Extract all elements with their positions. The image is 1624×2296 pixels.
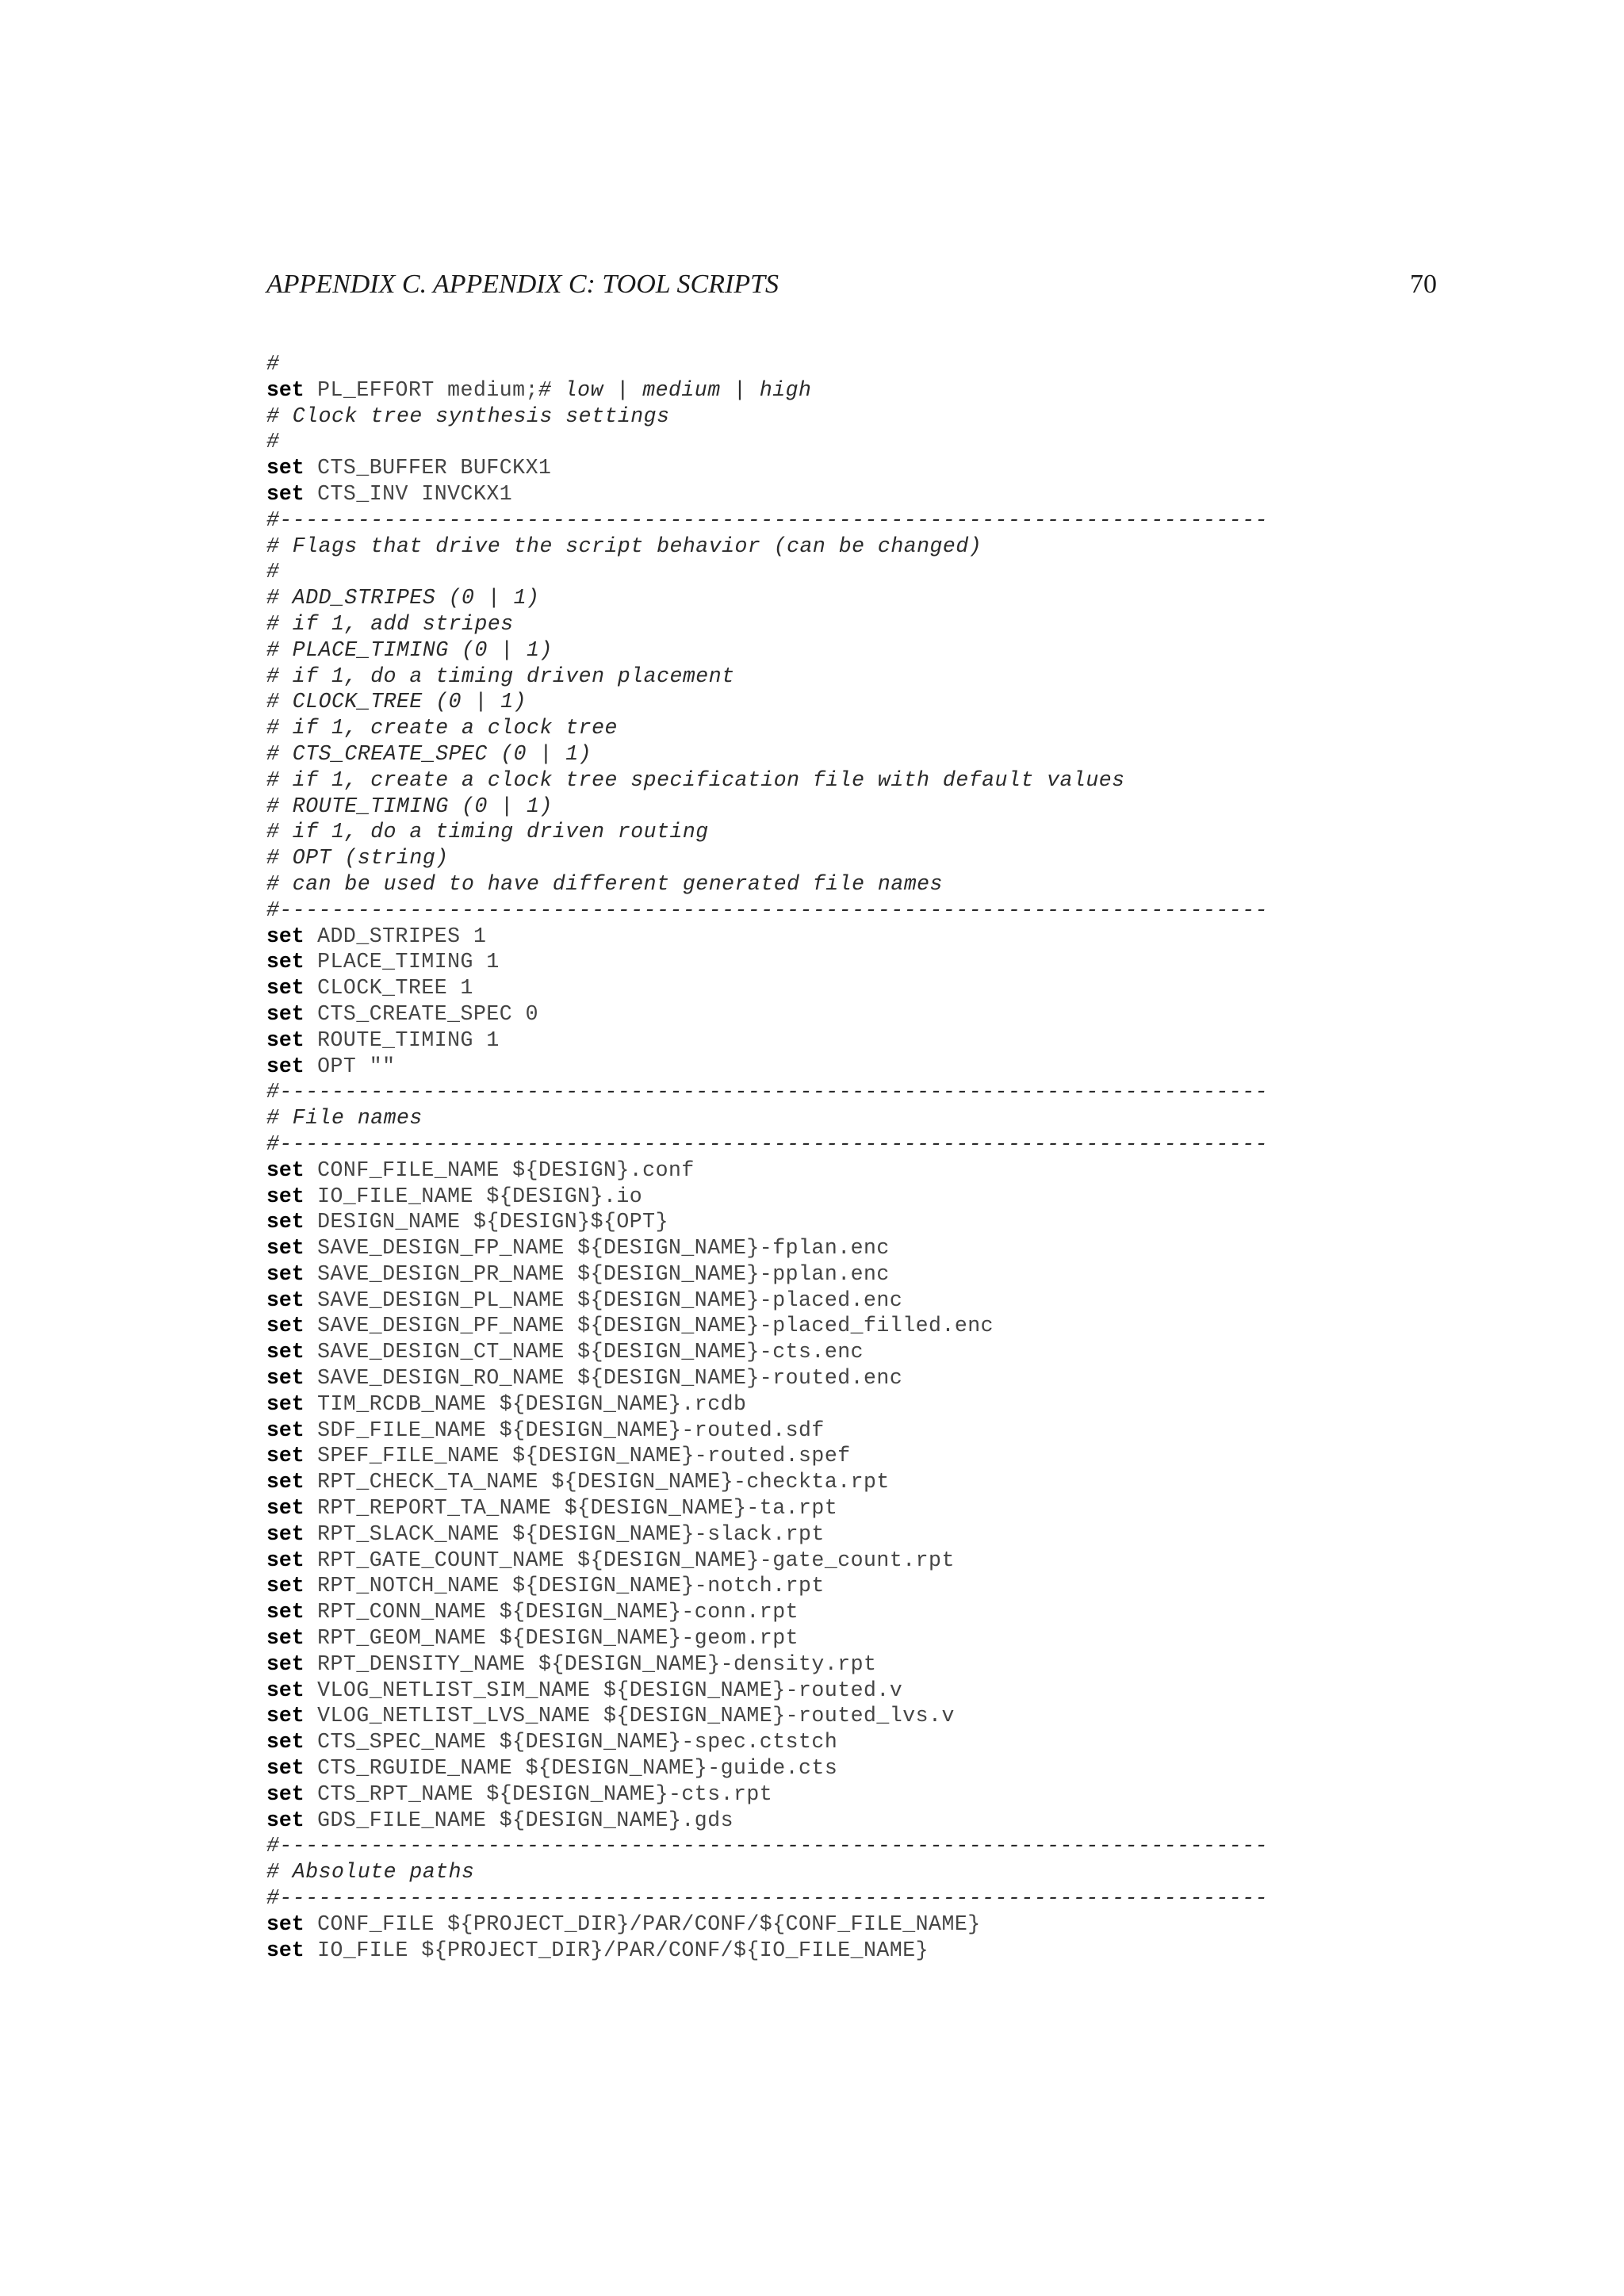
code-line: [266, 404, 1440, 430]
code-keyword: set: [266, 1496, 304, 1521]
code-line: [266, 1678, 1440, 1704]
code-text: CTS_RPT_NAME ${DESIGN_NAME}-cts.rpt: [304, 1781, 773, 1806]
code-listing: [266, 351, 1440, 1963]
code-keyword: set: [266, 1340, 304, 1364]
code-keyword: set: [266, 1027, 304, 1052]
code-comment: #----------------------------------------------------------------------------: [266, 897, 1268, 922]
code-line: [266, 429, 1440, 455]
code-text: PL_EFFORT medium;: [304, 377, 538, 402]
code-keyword: set: [266, 377, 304, 402]
code-comment: # CLOCK_TREE (0 | 1): [266, 690, 527, 714]
code-line: [266, 1365, 1440, 1391]
code-text: VLOG_NETLIST_SIM_NAME ${DESIGN_NAME}-routed.v: [304, 1678, 903, 1702]
code-line: [266, 1599, 1440, 1625]
code-text: PLACE_TIMING 1: [304, 950, 500, 974]
code-line: [266, 1261, 1440, 1288]
code-keyword: set: [266, 1236, 304, 1261]
code-line: [266, 664, 1440, 690]
code-line: [266, 1131, 1440, 1158]
code-text: CLOCK_TREE 1: [304, 976, 473, 1001]
code-line: [266, 871, 1440, 897]
code-text: RPT_NOTCH_NAME ${DESIGN_NAME}-notch.rpt: [304, 1574, 825, 1598]
code-line: [266, 1808, 1440, 1834]
code-text: VLOG_NETLIST_LVS_NAME ${DESIGN_NAME}-routed_lvs.v: [304, 1704, 955, 1728]
code-text: OPT "": [304, 1054, 396, 1078]
code-comment: #----------------------------------------------------------------------------: [266, 1886, 1268, 1911]
code-line: [266, 1209, 1440, 1235]
code-text: RPT_CONN_NAME ${DESIGN_NAME}-conn.rpt: [304, 1600, 799, 1624]
code-comment: # if 1, add stripes: [266, 611, 514, 636]
code-keyword: set: [266, 1911, 304, 1936]
code-line: [266, 897, 1440, 924]
code-line: [266, 975, 1440, 1001]
code-line: [266, 1418, 1440, 1444]
code-text: SAVE_DESIGN_PF_NAME ${DESIGN_NAME}-placed_filled.enc: [304, 1314, 994, 1338]
code-line: [266, 481, 1440, 507]
code-line: [266, 1313, 1440, 1339]
code-text: SAVE_DESIGN_PL_NAME ${DESIGN_NAME}-placed.enc: [304, 1288, 903, 1312]
code-text: RPT_GEOM_NAME ${DESIGN_NAME}-geom.rpt: [304, 1626, 799, 1651]
code-line: [266, 1573, 1440, 1599]
code-text: CONF_FILE_NAME ${DESIGN}.conf: [304, 1158, 695, 1182]
code-keyword: set: [266, 1054, 304, 1078]
code-keyword: set: [266, 1261, 304, 1286]
code-text: RPT_CHECK_TA_NAME ${DESIGN_NAME}-checkta.rpt: [304, 1470, 890, 1494]
code-keyword: set: [266, 1418, 304, 1442]
code-text: CONF_FILE ${PROJECT_DIR}/PAR/CONF/${CONF_FILE_NAME}: [304, 1911, 981, 1936]
code-line: [266, 1885, 1440, 1911]
code-comment: # Clock tree synthesis settings: [266, 404, 670, 428]
code-comment: #----------------------------------------------------------------------------: [266, 1834, 1268, 1858]
code-text: IO_FILE ${PROJECT_DIR}/PAR/CONF/${IO_FILE_NAME}: [304, 1938, 929, 1962]
code-keyword: set: [266, 976, 304, 1001]
code-comment: # if 1, do a timing driven placement: [266, 664, 735, 688]
code-keyword: set: [266, 1366, 304, 1391]
code-keyword: set: [266, 1651, 304, 1676]
code-comment: #: [266, 560, 280, 584]
code-line: [266, 1391, 1440, 1418]
code-line: [266, 1235, 1440, 1261]
code-line: [266, 1339, 1440, 1365]
code-line: [266, 1781, 1440, 1808]
code-comment: # Flags that drive the script behavior (can be changed): [266, 534, 982, 558]
code-text: RPT_GATE_COUNT_NAME ${DESIGN_NAME}-gate_count.rpt: [304, 1548, 955, 1572]
code-line: [266, 1859, 1440, 1885]
code-line: [266, 1027, 1440, 1054]
code-line: [266, 1054, 1440, 1080]
code-comment: # ROUTE_TIMING (0 | 1): [266, 794, 553, 818]
code-text: RPT_SLACK_NAME ${DESIGN_NAME}-slack.rpt: [304, 1521, 825, 1546]
code-text: CTS_SPEC_NAME ${DESIGN_NAME}-spec.ctstch: [304, 1730, 838, 1755]
code-keyword: set: [266, 950, 304, 974]
code-keyword: set: [266, 481, 304, 506]
code-comment: # if 1, create a clock tree specification file with default values: [266, 767, 1125, 792]
code-text: CTS_BUFFER BUFCKX1: [304, 456, 552, 480]
code-comment: # OPT (string): [266, 846, 449, 871]
code-line: [266, 351, 1440, 377]
code-line: [266, 1001, 1440, 1027]
code-keyword: set: [266, 1210, 304, 1234]
code-line: [266, 559, 1440, 585]
code-comment: # CTS_CREATE_SPEC (0 | 1): [266, 741, 592, 766]
code-keyword: set: [266, 1288, 304, 1312]
code-line: [266, 1755, 1440, 1781]
code-line: [266, 845, 1440, 871]
chapter-title: APPENDIX C. APPENDIX C: TOOL SCRIPTS: [266, 270, 779, 299]
code-line: [266, 715, 1440, 741]
code-text: CTS_RGUIDE_NAME ${DESIGN_NAME}-guide.cts: [304, 1756, 838, 1781]
code-keyword: set: [266, 1158, 304, 1182]
code-line: [266, 924, 1440, 950]
code-keyword: set: [266, 1521, 304, 1546]
code-line: [266, 585, 1440, 611]
code-comment: #----------------------------------------------------------------------------: [266, 507, 1268, 532]
code-keyword: set: [266, 1001, 304, 1026]
code-line: [266, 611, 1440, 637]
code-keyword: set: [266, 1184, 304, 1208]
code-line: [266, 1469, 1440, 1495]
code-keyword: set: [266, 1444, 304, 1468]
code-text: RPT_REPORT_TA_NAME ${DESIGN_NAME}-ta.rpt: [304, 1496, 838, 1521]
code-comment: # can be used to have different generated file names: [266, 871, 943, 896]
code-keyword: set: [266, 1314, 304, 1338]
code-keyword: set: [266, 1470, 304, 1494]
code-line: [266, 1495, 1440, 1521]
code-keyword: set: [266, 1938, 304, 1962]
code-comment: # PLACE_TIMING (0 | 1): [266, 637, 553, 662]
code-keyword: set: [266, 456, 304, 480]
code-line: [266, 1729, 1440, 1755]
code-text: RPT_DENSITY_NAME ${DESIGN_NAME}-density.rpt: [304, 1651, 877, 1676]
code-line: [266, 741, 1440, 767]
code-line: [266, 1651, 1440, 1678]
code-line: [266, 455, 1440, 481]
code-keyword: set: [266, 1548, 304, 1572]
code-keyword: set: [266, 1626, 304, 1651]
code-line: [266, 1184, 1440, 1210]
code-keyword: set: [266, 1730, 304, 1755]
code-keyword: set: [266, 1678, 304, 1702]
code-text: SAVE_DESIGN_FP_NAME ${DESIGN_NAME}-fplan.enc: [304, 1236, 890, 1261]
code-line: [266, 949, 1440, 975]
code-line: [266, 1833, 1440, 1859]
code-line: [266, 1911, 1440, 1938]
code-text: ROUTE_TIMING 1: [304, 1027, 500, 1052]
code-keyword: set: [266, 1781, 304, 1806]
code-comment: #: [266, 430, 280, 454]
code-line: [266, 1521, 1440, 1548]
page-number: 70: [1410, 270, 1437, 299]
code-text: DESIGN_NAME ${DESIGN}${OPT}: [304, 1210, 668, 1234]
code-text: GDS_FILE_NAME ${DESIGN_NAME}.gds: [304, 1808, 734, 1832]
code-text: SAVE_DESIGN_RO_NAME ${DESIGN_NAME}-routed.enc: [304, 1366, 903, 1391]
code-keyword: set: [266, 1756, 304, 1781]
code-line: [266, 1443, 1440, 1469]
code-keyword: set: [266, 1391, 304, 1416]
code-line: [266, 1158, 1440, 1184]
code-line: [266, 507, 1440, 534]
code-text: CTS_INV INVCKX1: [304, 481, 513, 506]
code-comment: #----------------------------------------------------------------------------: [266, 1080, 1268, 1104]
code-text: SAVE_DESIGN_CT_NAME ${DESIGN_NAME}-cts.enc: [304, 1340, 864, 1364]
code-text: SAVE_DESIGN_PR_NAME ${DESIGN_NAME}-pplan.enc: [304, 1261, 890, 1286]
code-line: [266, 637, 1440, 664]
code-keyword: set: [266, 1574, 304, 1598]
code-comment: # File names: [266, 1106, 423, 1131]
code-line: [266, 1703, 1440, 1729]
code-text: IO_FILE_NAME ${DESIGN}.io: [304, 1184, 643, 1208]
code-comment: # if 1, do a timing driven routing: [266, 820, 709, 844]
code-comment: # Absolute paths: [266, 1860, 475, 1885]
code-comment: #----------------------------------------------------------------------------: [266, 1131, 1268, 1156]
code-comment: # ADD_STRIPES (0 | 1): [266, 586, 540, 610]
code-line: [266, 1625, 1440, 1651]
code-comment: # low | medium | high: [538, 377, 812, 402]
code-line: [266, 1938, 1440, 1964]
code-line: [266, 377, 1440, 404]
code-line: [266, 534, 1440, 560]
code-line: [266, 794, 1440, 820]
code-keyword: set: [266, 1704, 304, 1728]
code-line: [266, 767, 1440, 794]
code-text: ADD_STRIPES 1: [304, 924, 487, 948]
code-keyword: set: [266, 1808, 304, 1832]
code-line: [266, 1548, 1440, 1574]
code-text: SPEF_FILE_NAME ${DESIGN_NAME}-routed.spef: [304, 1444, 851, 1468]
page-header: [266, 265, 1437, 304]
code-comment: # if 1, create a clock tree: [266, 716, 618, 740]
code-keyword: set: [266, 924, 304, 948]
code-line: [266, 689, 1440, 715]
code-text: CTS_CREATE_SPEC 0: [304, 1001, 538, 1026]
code-line: [266, 1288, 1440, 1314]
code-keyword: set: [266, 1600, 304, 1624]
code-text: TIM_RCDB_NAME ${DESIGN_NAME}.rcdb: [304, 1391, 747, 1416]
code-line: [266, 1079, 1440, 1105]
code-line: [266, 1105, 1440, 1131]
code-comment: #: [266, 352, 280, 376]
code-text: SDF_FILE_NAME ${DESIGN_NAME}-routed.sdf: [304, 1418, 825, 1442]
code-line: [266, 819, 1440, 845]
